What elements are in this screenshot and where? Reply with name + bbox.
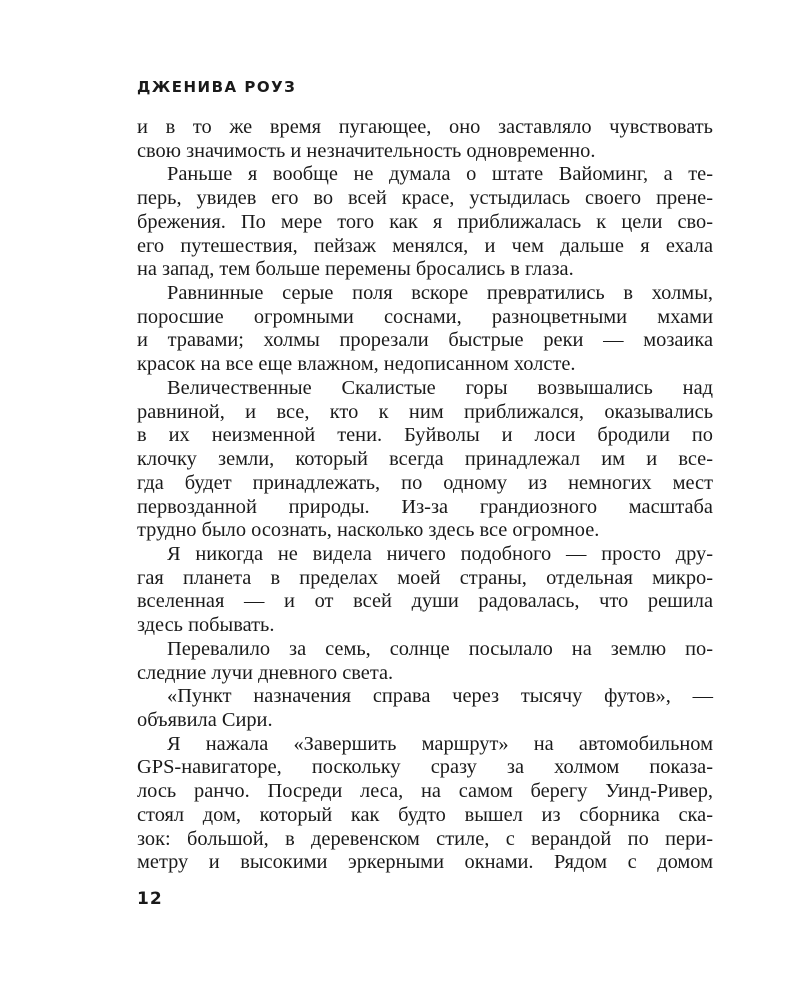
- text-line: свою значимость и незначительность одновременно.: [137, 139, 596, 162]
- text-line: Перевалило за семь, солнце посылало на землю по-: [167, 637, 713, 660]
- text-line: стоял дом, который как будто вышел из сборника ска-: [137, 803, 713, 826]
- text-line: зок: большой, в деревенском стиле, с верандой по пери-: [137, 827, 713, 850]
- text-line: метру и высокими эркерными окнами. Рядом с домом: [137, 851, 713, 874]
- text-line: Раньше я вообще не думала о штате Вайоминг, а те-: [167, 163, 713, 186]
- text-line: Равнинные серые поля вскоре превратились в холмы,: [167, 282, 713, 305]
- text-line: брежения. По мере того как я приближалась к цели сво-: [137, 210, 713, 233]
- text-line: первозданной природы. Из-за грандиозного масштаба: [137, 495, 713, 518]
- body-text: [137, 116, 713, 875]
- text-line: следние лучи дневного света.: [137, 661, 394, 684]
- text-line: Величественные Скалистые горы возвышались над: [167, 376, 713, 399]
- text-line: вселенная — и от всей души радовалась, что решила: [137, 590, 713, 613]
- text-line: и в то же время пугающее, оно заставляло чувствовать: [137, 116, 713, 138]
- text-line: его путешествия, пейзаж менялся, и чем дальше я ехала: [137, 234, 713, 257]
- text-line: равниной, и все, кто к ним приближался, оказывались: [137, 400, 713, 423]
- text-line: поросшие огромными соснами, разноцветными мхами: [137, 305, 713, 328]
- text-line: красок на все еще влажном, недописанном холсте.: [137, 353, 576, 376]
- text-line: и травами; холмы прорезали быстрые реки — мозаика: [137, 329, 713, 352]
- text-line: перь, увидев его во всей красе, устыдилась своего прене-: [137, 187, 713, 210]
- text-line: Я никогда не видела ничего подобного — просто дру-: [167, 542, 713, 565]
- text-line: гая планета в пределах моей страны, отдельная микро-: [137, 566, 713, 589]
- text-line: на запад, тем больше перемены бросались в глаза.: [137, 258, 574, 281]
- text-line: объявила Сири.: [137, 708, 273, 731]
- text-line: клочку земли, который всегда принадлежал им и все-: [137, 448, 713, 471]
- text-line: трудно было осознать, насколько здесь все огромное.: [137, 519, 600, 542]
- text-line: в их неизменной тени. Буйволы и лоси бродили по: [137, 424, 713, 447]
- running-header-author: ДЖЕНИВА РОУЗ: [137, 78, 297, 96]
- text-line: здесь побывать.: [137, 614, 275, 637]
- text-line: гда будет принадлежать, по одному из немногих мест: [137, 471, 713, 494]
- text-line: «Пункт назначения справа через тысячу футов», —: [167, 685, 713, 708]
- page-number: 12: [137, 889, 163, 909]
- text-line: GPS-навигаторе, поскольку сразу за холмом показа-: [137, 756, 713, 779]
- text-line: лось ранчо. Посреди леса, на самом берегу Уинд-Ривер,: [137, 780, 713, 803]
- text-line: Я нажала «Завершить маршрут» на автомобильном: [167, 732, 713, 755]
